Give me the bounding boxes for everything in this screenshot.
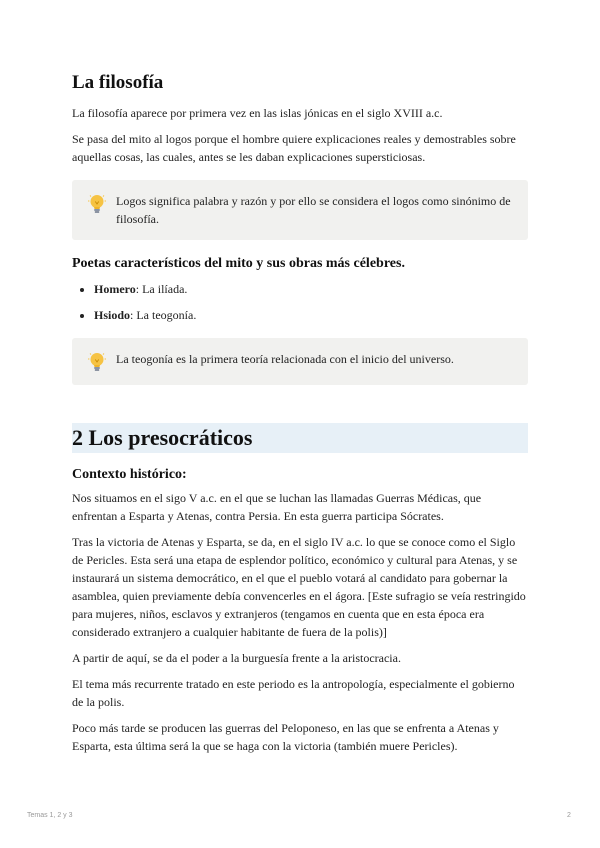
footer-page-number: 2	[567, 812, 571, 819]
callout-text: La teogonía es la primera teoría relacionada con el inicio del universo.	[116, 352, 454, 366]
poet-work: : La teogonía.	[130, 308, 197, 322]
section-title-presocraticos: 2 Los presocráticos	[72, 423, 528, 453]
paragraph: A partir de aquí, se da el poder a la burguesía frente a la aristocracia.	[72, 651, 401, 665]
poet-name: Homero	[94, 282, 136, 296]
subheading-contexto: Contexto histórico:	[72, 467, 187, 482]
paragraph: Poco más tarde se producen las guerras del Peloponeso, en las que se enfrenta a Atenas y Esparta, esta última será la que se haga con la victoria (también muere Pericles).	[72, 721, 499, 753]
list-item	[94, 306, 528, 324]
poet-work: : La ilíada.	[135, 282, 188, 296]
callout-teogonia	[72, 338, 528, 385]
paragraph: Nos situamos en el sigo V a.c. en el que se luchan las llamadas Guerras Médicas, que enfrentan a Esparta y Atenas, contra Persia. En esta guerra participa Sócrates.	[72, 491, 482, 523]
paragraph: Se pasa del mito al logos porque el hombre quiere explicaciones reales y demostrables sobre aquellas cosas, las cuales, antes se les daban explicaciones supersticiosas.	[72, 132, 516, 164]
lightbulb-icon	[86, 351, 108, 373]
subheading-poetas: Poetas característicos del mito y sus obras más célebres.	[72, 256, 405, 271]
poets-list	[72, 280, 528, 324]
poet-name: Hsiodo	[94, 308, 131, 322]
list-item	[94, 280, 528, 298]
callout-text: Logos significa palabra y razón y por ello se considera el logos como sinónimo de filosofía.	[116, 194, 511, 226]
paragraph: El tema más recurrente tratado en este periodo es la antropología, especialmente el gobierno de la polis.	[72, 677, 515, 709]
page-content	[72, 72, 528, 763]
lightbulb-icon	[86, 193, 108, 215]
paragraph: Tras la victoria de Atenas y Esparta, se da, en el siglo IV a.c. lo que se conoce como el Siglo de Pericles. Esta será una etapa de esplendor político, económico y cultural para Atenas, y se instaurará un sistema democrático, en el que el pueblo votará al candidato para gobernar la asamblea, quien previamente debía convencerles en el ágora. [Este sufragio se veía restringido para mujeres, niños, esclavos y extranjeros (tengamos en cuenta que en esta época era considerado extranjero a cualquier habitante de fuera de la polis)]	[72, 535, 526, 639]
footer-doc-name: Temas 1, 2 y 3	[27, 812, 73, 819]
section-title-filosofia: La filosofía	[72, 72, 164, 93]
callout-logos	[72, 180, 528, 240]
paragraph: La filosofía aparece por primera vez en las islas jónicas en el siglo XVIII a.c.	[72, 106, 443, 120]
